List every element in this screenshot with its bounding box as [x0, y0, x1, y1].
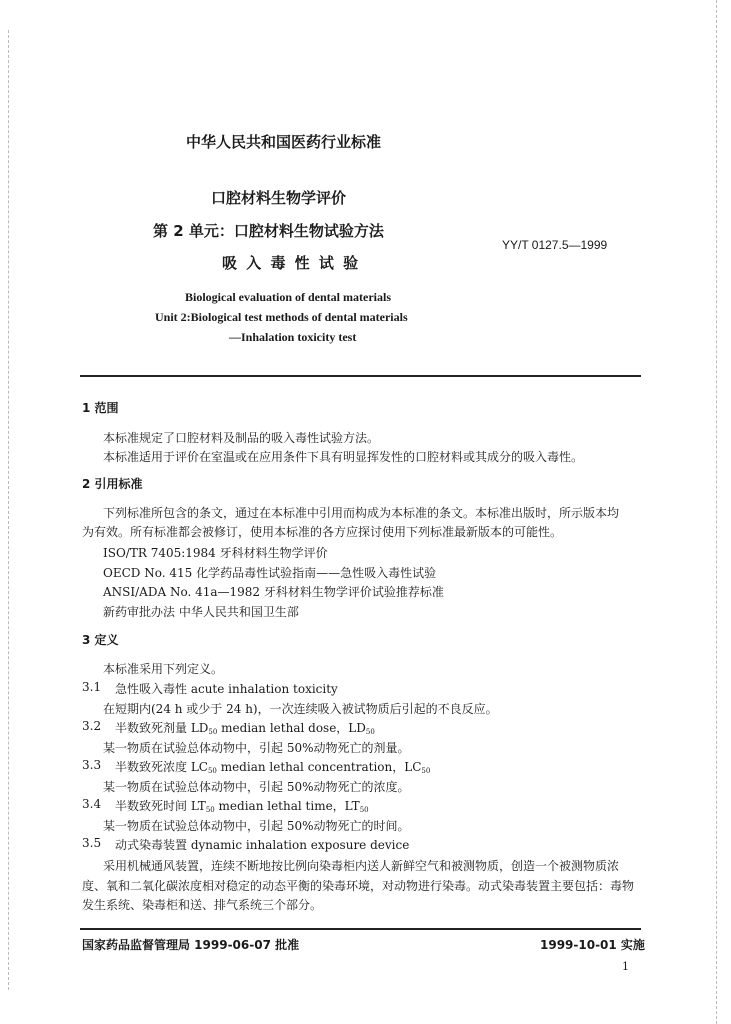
subscript-50: 50: [421, 767, 431, 775]
scan-edge-right: [716, 0, 718, 1024]
page-number: 1: [622, 960, 629, 973]
definition-3-5-term: 动式染毒装置 dynamic inhalation exposure device: [115, 838, 410, 852]
subscript-50: 50: [365, 728, 375, 736]
definition-3-3-term-en: median lethal concentration，LC: [216, 760, 422, 774]
definition-3-4-number: 3.4: [82, 797, 102, 811]
scan-edge-left: [8, 30, 10, 990]
subscript-50: 50: [205, 806, 215, 814]
definition-3-1-number: 3.1: [82, 680, 102, 694]
definition-3-5-number: 3.5: [82, 836, 102, 850]
english-title-1: Biological evaluation of dental materials: [185, 290, 391, 304]
section-2-heading: 2 引用标准: [82, 477, 143, 491]
section-1-para-1: 本标准规定了口腔材料及制品的吸入毒性试验方法。: [103, 431, 380, 445]
reference-item: OECD No. 415 化学药品毒性试验指南——急性吸入毒性试验: [103, 566, 437, 580]
section-1-heading: 1 范围: [82, 401, 119, 415]
standard-org: 中华人民共和国医药行业标准: [186, 133, 382, 151]
section-3-intro: 本标准采用下列定义。: [103, 662, 224, 676]
definition-3-5-desc-line-3: 发生系统、染毒柜和送、排气系统三个部分。: [82, 898, 323, 912]
definition-3-1-term: 急性吸入毒性 acute inhalation toxicity: [115, 682, 338, 696]
english-title-3: —Inhalation toxicity test: [229, 330, 357, 344]
definition-3-5-desc-line-1: 采用机械通风装置，连续不断地按比例向染毒柜内送人新鲜空气和被测物质，创造一个被测物质浓: [103, 859, 620, 873]
definition-3-4-term-en: median lethal time，LT: [214, 799, 360, 813]
section-3-heading: 3 定义: [82, 633, 119, 647]
definition-3-4-term-cn: 半数致死时间 LT: [115, 799, 206, 813]
english-title-2: Unit 2:Biological test methods of dental materials: [155, 310, 408, 324]
approval-date: 国家药品监督管理局 1999-06-07 批准: [82, 938, 300, 952]
standard-code: YY/T 0127.5—1999: [502, 238, 608, 252]
reference-item: ANSI/ADA No. 41a—1982 牙科材料生物学评价试验推荐标准: [103, 585, 444, 599]
footer-rule: [80, 928, 641, 930]
definition-3-1-desc: 在短期内(24 h 或少于 24 h)，一次连续吸入被试物质后引起的不良反应。: [103, 702, 498, 716]
header-rule: [80, 375, 641, 377]
subscript-50: 50: [359, 806, 369, 814]
definition-3-2-term-cn: 半数致死剂量 LD: [115, 721, 209, 735]
definition-3-3-term: [115, 758, 430, 775]
section-1-para-2: 本标准适用于评价在室温或在应用条件下具有明显挥发性的口腔材料或其成分的吸入毒性。: [103, 450, 584, 464]
subscript-50: 50: [207, 767, 217, 775]
subscript-50: 50: [208, 728, 218, 736]
definition-3-2-number: 3.2: [82, 719, 102, 733]
title-line-1: 口腔材料生物学评价: [211, 189, 347, 207]
reference-item: ISO/TR 7405:1984 牙科材料生物学评价: [103, 546, 328, 560]
definition-3-5-desc-line-2: 度、氧和二氧化碳浓度相对稳定的动态平衡的染毒环境，对动物进行染毒。动式染毒装置主要包括：毒物: [82, 879, 635, 893]
definition-3-4-term: [115, 797, 369, 814]
title-line-3: 吸 入 毒 性 试 验: [222, 254, 361, 272]
definition-3-3-number: 3.3: [82, 758, 102, 772]
definition-3-4-desc: 某一物质在试验总体动物中，引起 50%动物死亡的时间。: [103, 819, 410, 833]
definition-3-2-term-en: median lethal dose，LD: [217, 721, 366, 735]
title-line-2: 第 2 单元：口腔材料生物试验方法: [153, 222, 384, 240]
definition-3-3-desc: 某一物质在试验总体动物中，引起 50%动物死亡的浓度。: [103, 780, 410, 794]
reference-item: 新药审批办法 中华人民共和国卫生部: [103, 605, 299, 619]
section-2-para-line-2: 为有效。所有标准都会被修订，使用本标准的各方应探讨使用下列标准最新版本的可能性。: [82, 525, 563, 539]
definition-3-2-term: [115, 719, 375, 736]
definition-3-2-desc: 某一物质在试验总体动物中，引起 50%动物死亡的剂量。: [103, 741, 410, 755]
section-2-para-line-1: 下列标准所包含的条文，通过在本标准中引用而构成为本标准的条文。本标准出版时，所示版本均: [103, 506, 620, 520]
definition-3-3-term-cn: 半数致死浓度 LC: [115, 760, 208, 774]
effective-date: 1999-10-01 实施: [540, 938, 645, 952]
